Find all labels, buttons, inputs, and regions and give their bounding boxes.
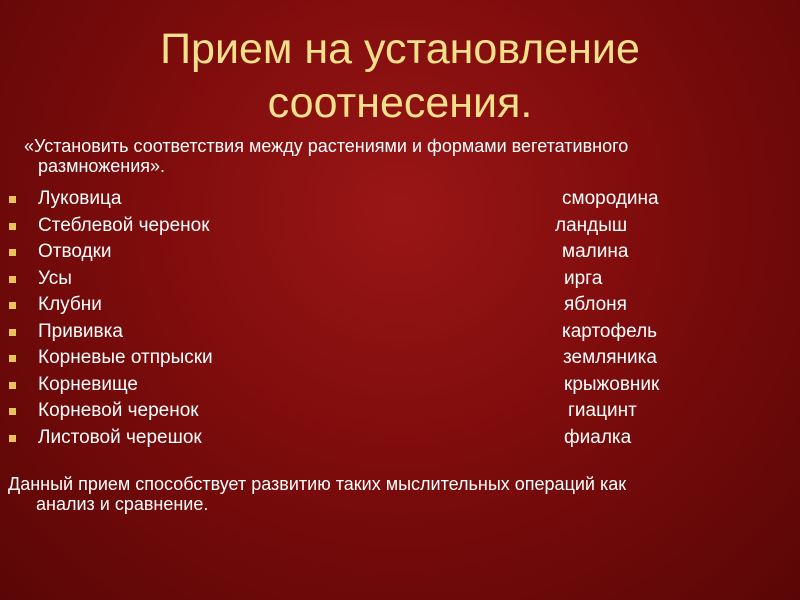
propagation-form: Прививка [38, 320, 123, 342]
list-item [8, 372, 788, 399]
plant-name: малина [562, 241, 629, 262]
conclusion-line-2: анализ и сравнение. [36, 494, 209, 514]
square-bullet-icon [9, 249, 16, 256]
plant-name: фиалка [564, 426, 632, 448]
square-bullet-icon [9, 329, 16, 336]
propagation-form: Листовой черешок [38, 426, 202, 448]
plant-name: гиацинт [568, 400, 637, 421]
plant-name: ирга [564, 267, 603, 289]
list-item [8, 345, 788, 372]
square-bullet-icon [9, 355, 16, 362]
list-item [8, 425, 788, 452]
propagation-form: Усы [38, 267, 72, 289]
plant-name: земляника [563, 347, 657, 368]
propagation-form: Корневище [38, 373, 138, 395]
list-item [8, 213, 788, 240]
plant-name: крыжовник [564, 373, 660, 395]
square-bullet-icon [9, 435, 16, 442]
list-item [8, 398, 788, 425]
plant-name: смородина [562, 188, 659, 209]
task-line-2: размножения». [38, 156, 166, 176]
matching-list [8, 186, 788, 451]
propagation-form: Корневой черенок [38, 400, 199, 421]
propagation-form: Корневые отпрыски [38, 347, 213, 368]
square-bullet-icon [9, 196, 16, 203]
conclusion-text [8, 474, 792, 514]
slide-title [0, 22, 800, 130]
list-item [8, 239, 788, 266]
square-bullet-icon [9, 302, 16, 309]
slide-title-line-2: соотнесения. [267, 79, 533, 127]
propagation-form: Луковица [38, 188, 122, 209]
conclusion-line-1: Данный прием способствует развитию таких мыслительных операций как [8, 474, 627, 494]
plant-name: картофель [562, 320, 658, 342]
plant-name: яблоня [564, 294, 627, 315]
list-item [8, 186, 788, 213]
plant-name: ландыш [555, 214, 628, 236]
list-item [8, 292, 788, 319]
square-bullet-icon [9, 276, 16, 283]
propagation-form: Клубни [38, 294, 102, 315]
propagation-form: Стеблевой черенок [38, 214, 210, 236]
task-line-1: «Установить соответствия между растениями и формами вегетативного [24, 136, 629, 156]
list-item [8, 319, 788, 346]
propagation-form: Отводки [38, 241, 112, 262]
task-statement [24, 136, 784, 176]
slide-title-line-1: Прием на установление [160, 25, 640, 73]
square-bullet-icon [9, 382, 16, 389]
square-bullet-icon [9, 408, 16, 415]
square-bullet-icon [9, 223, 16, 230]
list-item [8, 266, 788, 293]
